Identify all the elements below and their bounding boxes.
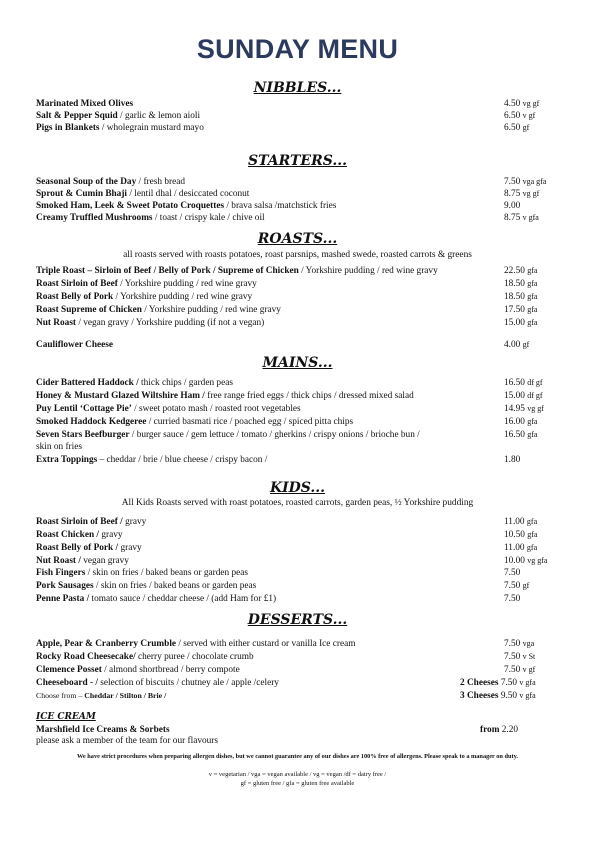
menu-item-text	[36, 317, 264, 329]
ice-cream-amount: 2.20	[501, 725, 519, 735]
menu-item-dietary-tags: vga	[522, 639, 535, 648]
menu-item-description: tomato sauce / cheddar cheese / (add Ham for £1)	[89, 594, 277, 604]
menu-item-name: Extra Toppings	[36, 455, 98, 465]
menu-item-text	[36, 98, 133, 110]
menu-item-price	[504, 265, 537, 277]
menu-item-price	[504, 339, 529, 351]
menu-item-name: Nut Roast /	[36, 556, 81, 566]
menu-item-dietary-tags: gfa	[526, 517, 538, 526]
legend-line-1: v = vegetarian / vga = vegan available / vg = vegan /df = dairy free /	[208, 771, 387, 778]
menu-item-name: Apple, Pear & Cranberry Crumble	[36, 639, 177, 649]
menu-item-price	[504, 110, 535, 122]
menu-item-amount: 9.00	[504, 201, 521, 211]
legend-line-2: gf = gluten free / gfa = gluten free available	[240, 780, 355, 787]
menu-item-text	[36, 529, 123, 541]
section-heading-nibbles: NIBBLES...	[253, 80, 342, 96]
menu-item-name: Cheeseboard - /	[36, 678, 98, 688]
menu-item-description: thick chips / garden peas	[138, 378, 233, 388]
menu-item-text	[36, 454, 267, 466]
menu-item-description: gravy	[118, 543, 142, 553]
menu-item-text	[36, 122, 204, 134]
cheese-choice-prefix: Choose from –	[36, 691, 85, 700]
menu-item-amount: 7.50	[504, 568, 521, 578]
menu-item-price	[504, 278, 537, 290]
menu-item-description: gravy	[99, 530, 123, 540]
menu-item-dietary-tags: gf	[522, 340, 530, 349]
section-heading-kids: KIDS...	[269, 480, 326, 496]
menu-item-description: / curried basmati rice / poached egg / spiced pitta chips	[146, 417, 354, 427]
menu-item-dietary-tags: vg gfa	[527, 556, 548, 565]
menu-item-amount: 7.50	[504, 581, 521, 591]
menu-item-amount: 15.00	[504, 318, 525, 328]
menu-item-amount: 6.50	[504, 123, 521, 133]
menu-item-text	[36, 339, 113, 351]
ice-cream-heading: ICE CREAM	[36, 712, 96, 722]
menu-item-dietary-tags: v gfa	[522, 213, 539, 222]
menu-item-dietary-tags: v gf	[522, 111, 536, 120]
menu-item-amount: 7.50	[500, 678, 518, 688]
menu-item-description: – cheddar / brie / blue cheese / crispy bacon /	[97, 455, 268, 465]
menu-item-text	[36, 638, 355, 650]
menu-item-price	[460, 677, 536, 689]
menu-item-description: cherry puree / chocolate crumb	[135, 652, 254, 662]
menu-item-dietary-tags: gfa	[527, 279, 538, 288]
menu-item-dietary-tags: gfa	[527, 430, 538, 439]
menu-item-amount: 4.50	[504, 99, 521, 109]
menu-item-dietary-tags: gfa	[527, 305, 538, 314]
menu-item-price	[504, 188, 539, 200]
ice-cream-from: from	[480, 725, 500, 735]
menu-item-price	[504, 304, 537, 316]
menu-item-name: Pigs in Blankets	[36, 123, 100, 133]
menu-item-amount: 4.00	[504, 340, 521, 350]
menu-item-amount: 16.00	[504, 417, 525, 427]
menu-item-name: Fish Fingers	[36, 568, 86, 578]
menu-item-text	[36, 304, 281, 316]
menu-item-dietary-tags: gfa	[527, 318, 538, 327]
menu-item-name: Sprout & Cumin Bhaji	[36, 189, 128, 199]
menu-item-text	[36, 593, 276, 605]
menu-item-price	[504, 390, 543, 402]
menu-item-name: Roast Supreme of Chicken	[36, 305, 142, 315]
menu-item-amount: 8.75	[504, 189, 521, 199]
section-heading-desserts: DESSERTS...	[247, 612, 348, 628]
menu-item-name: Salt & Pepper Squid	[36, 111, 118, 121]
menu-item-dietary-tags: gfa	[527, 266, 538, 275]
menu-item-price	[504, 176, 546, 188]
menu-item-name: Cauliflower Cheese	[36, 340, 114, 350]
menu-item-description: / garlic & lemon aioli	[117, 111, 201, 121]
menu-item-price	[504, 454, 520, 466]
menu-item-price	[504, 555, 547, 567]
menu-item-name: Roast Belly of Pork	[36, 292, 114, 302]
menu-item-text	[36, 212, 265, 224]
menu-item-description: / almond shortbread / berry compote	[101, 665, 240, 675]
menu-item-text	[36, 416, 353, 428]
menu-item-text	[36, 677, 279, 689]
menu-item-description: / vegan gravy / Yorkshire pudding (if not a vegan)	[76, 318, 265, 328]
section-heading-starters: STARTERS...	[248, 153, 347, 169]
menu-item-text	[36, 110, 200, 122]
menu-item-name: Honey & Mustard Glazed Wiltshire Ham /	[36, 391, 205, 401]
menu-item-text	[36, 516, 146, 528]
menu-item-dietary-tags: gfa	[526, 543, 538, 552]
kids-note: All Kids Roasts served with roast potatoes, roasted carrots, garden peas, ½ Yorkshire pudding	[121, 498, 474, 508]
cheese-choice-tags: v gfa	[519, 691, 536, 700]
ice-cream-note: please ask a member of the team for our flavours	[36, 736, 218, 746]
menu-item-dietary-tags: vg gf	[522, 189, 540, 198]
menu-item-price	[504, 416, 537, 428]
menu-item-amount: 11.00	[504, 517, 525, 527]
menu-item-amount: 18.50	[504, 279, 525, 289]
menu-item-dietary-tags: gfa	[527, 417, 538, 426]
menu-item-amount: 10.00	[504, 556, 525, 566]
menu-item-amount: 11.00	[504, 543, 525, 553]
menu-item-description: free range fried eggs / thick chips / dressed mixed salad	[204, 391, 414, 401]
menu-item-name: Smoked Haddock Kedgeree	[36, 417, 147, 427]
menu-item-amount: 7.50	[504, 177, 521, 187]
menu-item-text	[36, 188, 249, 200]
menu-item-amount: 7.50	[504, 665, 521, 675]
menu-item-amount: 16.50	[504, 378, 525, 388]
menu-item-dietary-tags: gf	[522, 123, 530, 132]
cheese-choice-options: Cheddar / Stilton / Brie /	[84, 691, 167, 700]
menu-item-description: vegan gravy	[80, 556, 129, 566]
menu-item-name: Penne Pasta /	[36, 594, 90, 604]
menu-item-dietary-tags: vg gf	[522, 99, 540, 108]
menu-item-text	[36, 200, 336, 212]
ice-cream-name: Marshfield Ice Creams & Sorbets	[36, 725, 170, 735]
menu-item-name: Marinated Mixed Olives	[36, 99, 134, 109]
menu-item-name: Roast Chicken /	[36, 530, 100, 540]
menu-item-name: Roast Sirloin of Beef /	[36, 517, 123, 527]
menu-item-amount: 6.50	[504, 111, 521, 121]
menu-item-description: / toast / crispy kale / chive oil	[152, 213, 265, 223]
menu-item-amount: 7.50	[504, 652, 521, 662]
menu-item-description: / served with either custard or vanilla Ice cream	[176, 639, 356, 649]
menu-item-quantity: 2 Cheeses	[460, 678, 499, 688]
menu-item-amount: 17.50	[504, 305, 525, 315]
menu-item-description: / Yorkshire pudding / red wine gravy	[117, 279, 257, 289]
menu-item-price	[504, 317, 537, 329]
menu-item-description: / skin on fries / baked beans or garden peas	[85, 568, 248, 578]
menu-item-amount: 15.00	[504, 391, 525, 401]
menu-item-dietary-tags: vga gfa	[522, 177, 547, 186]
menu-item-dietary-tags: gfa	[527, 530, 538, 539]
menu-item-price	[504, 516, 537, 528]
menu-item-dietary-tags: v St	[522, 652, 536, 661]
menu-item-amount: 10.50	[504, 530, 525, 540]
menu-item-description: / fresh bread	[136, 177, 186, 187]
menu-item-amount: 8.75	[504, 213, 521, 223]
menu-item-price	[504, 567, 520, 579]
menu-item-text	[36, 278, 257, 290]
menu-item-price	[504, 122, 529, 134]
menu-item-text	[36, 567, 248, 579]
menu-item-name: Roast Sirloin of Beef	[36, 279, 118, 289]
cheese-choice-qty: 3 Cheeses	[460, 691, 499, 701]
menu-item-amount: 22.50	[504, 266, 525, 276]
menu-item-price	[504, 529, 537, 541]
menu-item-description: / brava salsa /matchstick fries	[224, 201, 337, 211]
menu-item-dietary-tags: gf	[522, 581, 530, 590]
menu-item-price	[504, 429, 537, 441]
menu-item-amount: 7.50	[504, 639, 521, 649]
menu-item-text	[36, 542, 142, 554]
menu-item-name: Smoked Ham, Leek & Sweet Potato Croquettes	[36, 201, 225, 211]
menu-item-price	[504, 638, 534, 650]
menu-item-dietary-tags: vg gf	[527, 404, 544, 413]
menu-item-price	[504, 593, 520, 605]
menu-item-description: / Yorkshire pudding / red wine gravy	[141, 305, 281, 315]
menu-item-description-continued: skin on fries	[36, 442, 82, 452]
allergen-disclaimer: We have strict procedures when preparing allergen dishes, but we cannot guarantee any of our dishes are 100% free of allergens. Please speak to a manager on duty.	[76, 753, 518, 760]
menu-item-description: / Yorkshire pudding / red wine gravy	[298, 266, 438, 276]
cheese-choice-amount: 9.50	[500, 691, 518, 701]
menu-item-text	[36, 580, 256, 592]
menu-item-price	[504, 377, 543, 389]
menu-item-amount: 16.50	[504, 430, 525, 440]
menu-item-price	[504, 291, 537, 303]
menu-item-name: Roast Belly of Pork /	[36, 543, 119, 553]
menu-item-text	[36, 664, 240, 676]
menu-item-price	[504, 403, 544, 415]
menu-item-name: Rocky Road Cheesecake/	[36, 652, 136, 662]
menu-item-price	[504, 98, 539, 110]
menu-item-name: Clemence Posset	[36, 665, 102, 675]
menu-item-name: Triple Roast – Sirloin of Beef / Belly of Pork / Supreme of Chicken	[36, 266, 299, 276]
menu-item-name: Pork Sausages	[36, 581, 94, 591]
menu-item-price	[504, 664, 535, 676]
menu-item-price	[504, 651, 535, 663]
menu-item-price	[504, 580, 529, 592]
cheese-choice-price	[460, 690, 536, 702]
menu-item-dietary-tags: gfa	[527, 292, 538, 301]
menu-item-name: Seasonal Soup of the Day	[36, 177, 137, 187]
menu-item-amount: 7.50	[504, 594, 521, 604]
menu-item-name: Creamy Truffled Mushrooms	[36, 213, 153, 223]
menu-item-amount: 14.95	[504, 404, 525, 414]
menu-item-name: Puy Lentil ‘Cottage Pie’	[36, 404, 132, 414]
menu-item-text	[36, 265, 438, 277]
menu-item-dietary-tags: v gf	[522, 665, 536, 674]
menu-item-dietary-tags: df gf	[527, 391, 543, 400]
menu-item-description: / sweet potato mash / roasted root vegetables	[131, 404, 301, 414]
menu-item-text	[36, 403, 301, 415]
menu-item-name: Nut Roast	[36, 318, 77, 328]
menu-item-name: Cider Battered Haddock /	[36, 378, 139, 388]
menu-item-amount: 1.80	[504, 455, 521, 465]
menu-item-description: gravy	[122, 517, 147, 527]
menu-item-amount: 18.50	[504, 292, 525, 302]
menu-item-price	[504, 200, 520, 212]
page-title: SUNDAY MENU	[196, 34, 399, 64]
menu-item-text	[36, 651, 254, 663]
menu-item-dietary-tags: df gf	[527, 378, 543, 387]
menu-item-description: / Yorkshire pudding / red wine gravy	[113, 292, 253, 302]
menu-item-description: / burger sauce / gem lettuce / tomato / gherkins / crispy onions / brioche bun /	[129, 430, 420, 440]
menu-item-dietary-tags: v gfa	[519, 678, 536, 687]
roasts-note: all roasts served with roasts potatoes, roast parsnips, mashed swede, roasted carrots & greens	[123, 250, 472, 260]
menu-item-text	[36, 377, 233, 389]
menu-item-text	[36, 291, 252, 303]
menu-item-description: / lentil dhal / desiccated coconut	[127, 189, 250, 199]
menu-item-description: / wholegrain mustard mayo	[99, 123, 204, 133]
menu-item-description: selection of biscuits / chutney ale / apple /celery	[97, 678, 279, 688]
menu-item-text	[36, 429, 420, 441]
menu-item-text	[36, 555, 129, 567]
menu-item-text	[36, 390, 414, 402]
menu-item-description: / skin on fries / baked beans or garden peas	[93, 581, 257, 591]
cheese-choice-text	[36, 690, 166, 702]
section-heading-mains: MAINS...	[262, 355, 333, 371]
menu-item-price	[504, 542, 537, 554]
menu-item-price	[504, 212, 539, 224]
menu-item-name: Seven Stars Beefburger	[36, 430, 130, 440]
menu-item-text	[36, 176, 185, 188]
section-heading-roasts: ROASTS...	[257, 231, 338, 247]
